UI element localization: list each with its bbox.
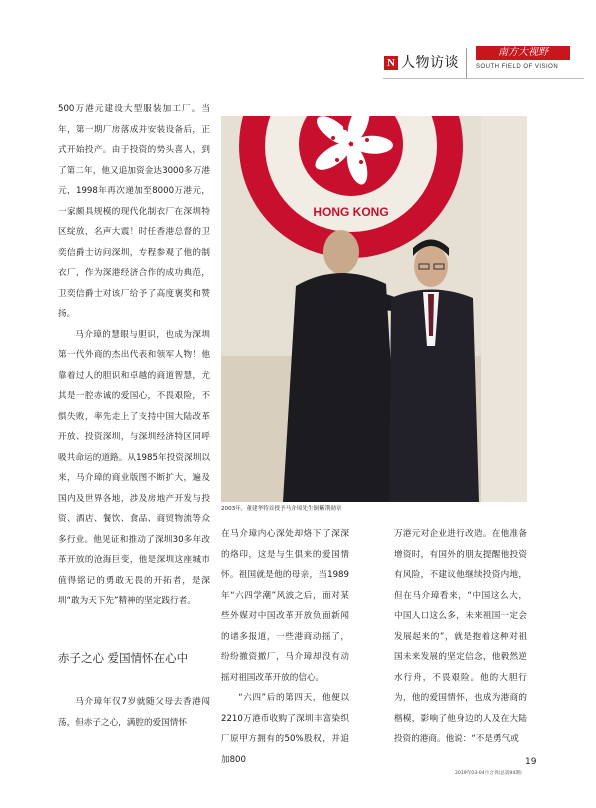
page-number: 19: [525, 757, 537, 767]
paragraph: 500万港元建设大型服装加工厂。当年，第一期厂房落成并安装设备后，正式开始投产。由于投资的势头喜人，到了第二年，他又追加资金达3000多万港元，1998年再次递加至8000万港元，一家颇具规模的现代化制衣厂在深圳特区绽放，名声大震！时任香港总督的卫奕信爵士访问深圳，专程参观了他的制衣厂，作为深港经济合作的成功典范，卫奕信爵士对该厂给予了高度褒奖和赞扬。: [58, 104, 210, 319]
article-column-1-continued: [58, 692, 210, 733]
n-logo: N: [384, 56, 398, 70]
section-subheading: 赤子之心 爱国情怀在心中: [58, 651, 189, 665]
article-column-3: [394, 524, 527, 750]
issue-note: 2019年03-04月合刊(总第94期): [455, 771, 522, 776]
article-column-1: [58, 99, 210, 612]
ceremony-photo: [221, 116, 527, 502]
header-rule: [383, 78, 584, 79]
paragraph: 在马介璋内心深处却烙下了深深的烙印，这是与生俱来的爱国情怀。祖国就是他的母亲，当1989年“六四学潮”风波之后，面对某些外媒对中国改革开放负面新闻的诸多报道，一些港商动摇了，纷纷撤资撤厂，马介璋却没有动摇对祖国改革开放的信心。: [221, 529, 349, 683]
paragraph: 马介璋年仅7岁就随父母去香港闯荡，但赤子之心，满腔的爱国情怀: [58, 697, 210, 728]
magazine-brand: 南方大视野: [476, 46, 570, 60]
article-column-2: [221, 524, 349, 770]
magazine-tagline: SOUTH FIELD OF VISION: [476, 64, 559, 70]
section-title: 人物访谈: [401, 55, 459, 71]
header-divider: [466, 48, 467, 78]
photo-illustration: [221, 116, 527, 502]
paragraph: 马介璋的慧眼与胆识，也成为深圳第一代外商的杰出代表和领军人物！他靠着过人的胆识和卓越的商道智慧，尤其是一腔赤诚的爱国心，不畏艰险，不惧失败，率先走上了支持中国大陆改革开放、投资深圳，与深圳经济特区同呼吸共命运的道路。从1985年投资深圳以来，马介璋的商业版图不断扩大，遍及国内及世界各地，涉及房地产开发与投资、酒店、餐饮、食品、商贸物流等众多行业。他见证和推动了深圳30多年改革开放的沧海巨变，他是深圳这座城市值得铭记的勇敢无畏的开拓者，是深圳“敢为天下先”精神的坚定践行者。: [58, 329, 210, 606]
emblem-hong-kong-text: HONG KONG: [313, 205, 389, 219]
paragraph: 万港元对企业进行改造。在他准备增资时，有国外的朋友提醒他投资有风险，不建议他继续投资内地，但在马介璋看来，“中国这么大，中国人口这么多，未来祖国一定会发展起来的”，就是抱着这种对祖国未来发展的坚定信念，他毅然逆水行舟，不畏艰险。他的大胆行为，他的爱国情怀，也成为港商的楷模，影响了他身边的人及在大陆投资的港商。他说：“不是勇气或: [394, 529, 527, 744]
photo-caption: 2003年，董建华特首授予马介璋先生铜紫荆勋章: [221, 506, 342, 512]
paragraph: “六四”后的第四天，他便以2210万港币收购了深圳丰富染织厂原甲方拥有的50%股权，并追加800: [221, 693, 349, 765]
